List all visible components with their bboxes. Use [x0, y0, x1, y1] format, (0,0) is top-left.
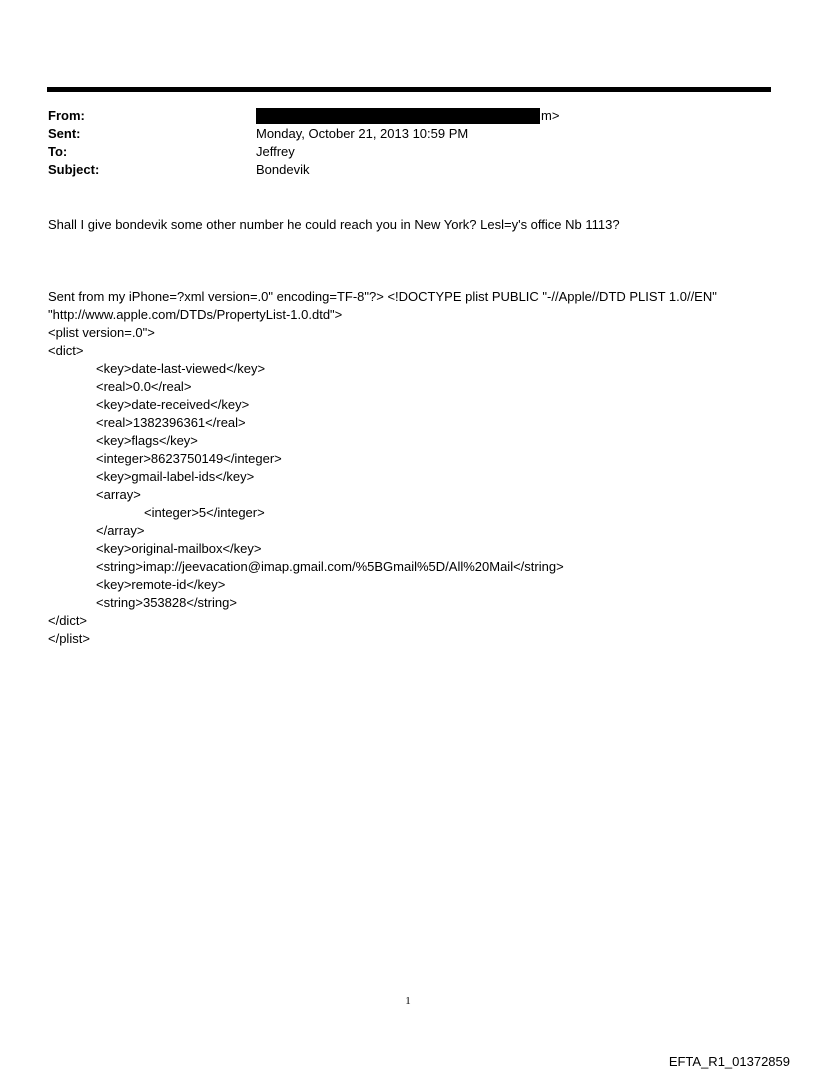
redaction-block — [256, 108, 540, 124]
plist-line: <key>original-mailbox</key> — [96, 541, 262, 556]
plist-line: <key>flags</key> — [96, 433, 198, 448]
sent-value: Monday, October 21, 2013 10:59 PM — [256, 126, 469, 141]
message-body: Shall I give bondevik some other number he could reach you in New York? Lesl=y's office Nb 1113? — [48, 217, 620, 232]
plist-line: <dict> — [48, 343, 84, 358]
to-value: Jeffrey — [256, 144, 295, 159]
subject-value: Bondevik — [256, 162, 310, 177]
plist-line: <integer>8623750149</integer> — [96, 451, 282, 466]
plist-line: <integer>5</integer> — [144, 505, 265, 520]
plist-line: </array> — [96, 523, 145, 538]
plist-line: <key>gmail-label-ids</key> — [96, 469, 255, 484]
plist-line: <real>1382396361</real> — [96, 415, 246, 430]
sent-label: Sent: — [48, 126, 81, 141]
plist-line: <string>353828</string> — [96, 595, 237, 610]
document-id: EFTA_R1_01372859 — [668, 1054, 790, 1069]
to-label: To: — [48, 144, 68, 159]
subject-label: Subject: — [48, 162, 100, 177]
plist-line: </plist> — [48, 631, 90, 646]
plist-line: <key>date-last-viewed</key> — [96, 361, 266, 376]
plist-line: <key>remote-id</key> — [96, 577, 226, 592]
plist-line: <array> — [96, 487, 141, 502]
signature-line: Sent from my iPhone=?xml version=.0" encoding=TF-8"?> <!DOCTYPE plist PUBLIC "-//Apple//DTD PLIST 1.0//EN" — [48, 289, 717, 304]
from-value: m> — [541, 108, 560, 123]
plist-block — [48, 324, 564, 648]
header-rule — [47, 87, 771, 92]
page-number: 1 — [405, 995, 411, 1007]
plist-line: <string>imap://jeevacation@imap.gmail.com/%5BGmail%5D/All%20Mail</string> — [96, 559, 564, 574]
plist-line: <real>0.0</real> — [96, 379, 192, 394]
plist-line: <plist version=.0"> — [48, 325, 155, 340]
dtd-line: "http://www.apple.com/DTDs/PropertyList-1.0.dtd"> — [48, 307, 343, 322]
plist-line: <key>date-received</key> — [96, 397, 250, 412]
plist-line: </dict> — [48, 613, 88, 628]
from-label: From: — [48, 108, 85, 123]
